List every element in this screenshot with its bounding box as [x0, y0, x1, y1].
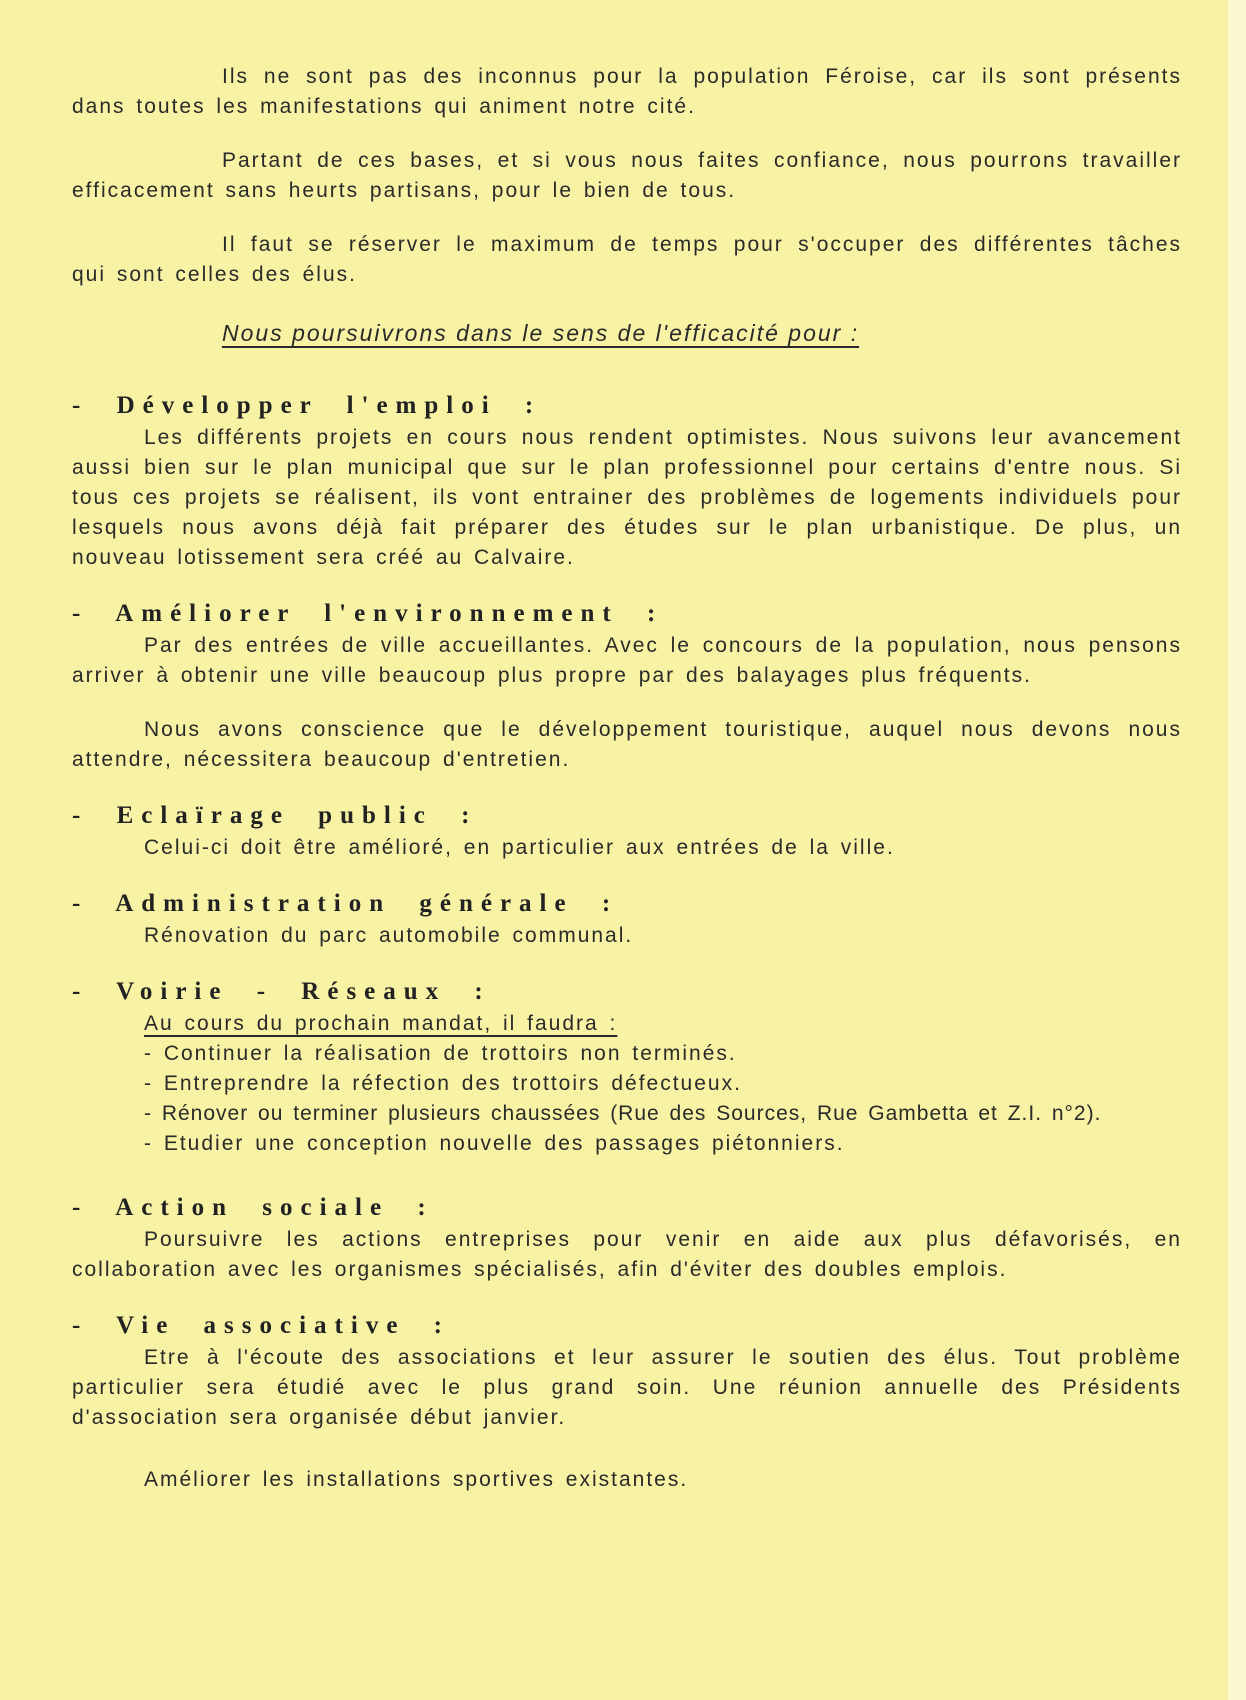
- section-body: Rénovation du parc automobile communal.: [144, 924, 634, 947]
- list-item: - Etudier une conception nouvelle des passages piétonniers.: [144, 1132, 845, 1155]
- section-title: - Développer l'emploi :: [72, 392, 542, 419]
- main-heading: Nous poursuivrons dans le sens de l'efficacité pour :: [222, 320, 860, 346]
- section-body: Poursuivre les actions entreprises pour venir en aide aux plus défavorisés, en collaboration avec les organismes spécialisés, afin d'éviter des doubles emplois.: [72, 1228, 1182, 1281]
- section-body-2: Améliorer les installations sportives existantes.: [144, 1468, 689, 1491]
- intro-paragraph-1: Ils ne sont pas des inconnus pour la population Féroise, car ils sont présents dans toutes les manifestations qui animent notre cité.: [72, 65, 1182, 118]
- section-body: Etre à l'écoute des associations et leur assurer le soutien des élus. Tout problème particulier sera étudié avec le plus grand soin. Une réunion annuelle des Présidents d'association sera organisée début janvier.: [72, 1346, 1182, 1429]
- section-body: Les différents projets en cours nous rendent optimistes. Nous suivons leur avancement aussi bien sur le plan municipal que sur le plan professionnel pour certains d'entre nous. Si tous ces projets se réalisent, ils vont entrainer des problèmes de logements individuels pour lesquels nous avons déjà fait préparer des études sur le plan urbanistique. De plus, un nouveau lotissement sera créé au Calvaire.: [72, 426, 1182, 569]
- voirie-intro: Au cours du prochain mandat, il faudra :: [144, 1012, 618, 1035]
- section-body-2: Nous avons conscience que le développement touristique, auquel nous devons nous attendre, nécessitera beaucoup d'entretien.: [72, 718, 1182, 771]
- section-social: [72, 1191, 1182, 1285]
- section-body: Celui-ci doit être amélioré, en particulier aux entrées de la ville.: [144, 836, 895, 859]
- section-voirie: [72, 975, 1182, 1159]
- section-title: - Vie associative :: [72, 1312, 450, 1339]
- intro-paragraph-2: Partant de ces bases, et si vous nous faites confiance, nous pourrons travailler efficacement sans heurts partisans, pour le bien de tous.: [72, 149, 1182, 202]
- section-title: - Action sociale :: [72, 1194, 434, 1221]
- section-administration: [72, 887, 1182, 951]
- list-item: - Entreprendre la réfection des trottoirs défectueux.: [144, 1072, 742, 1095]
- section-title: - Améliorer l'environnement :: [72, 600, 664, 627]
- section-eclairage: [72, 799, 1182, 863]
- list-item: - Continuer la réalisation de trottoirs non terminés.: [144, 1042, 737, 1065]
- section-emploi: [72, 389, 1182, 573]
- page-edge: [1228, 0, 1246, 1700]
- section-title: - Administration générale :: [72, 890, 619, 917]
- document-page: [72, 62, 1182, 1495]
- section-body: Par des entrées de ville accueillantes. Avec le concours de la population, nous pensons arriver à obtenir une ville beaucoup plus propre par des balayages plus fréquents.: [72, 634, 1182, 687]
- section-title: - Voirie - Réseaux :: [72, 978, 491, 1005]
- section-associative: [72, 1309, 1182, 1495]
- list-item: - Rénover ou terminer plusieurs chaussées (Rue des Sources, Rue Gambetta et Z.I. n°2).: [144, 1102, 1102, 1125]
- section-environnement: [72, 597, 1182, 775]
- intro-paragraph-3: Il faut se réserver le maximum de temps pour s'occuper des différentes tâches qui sont celles des élus.: [72, 233, 1182, 286]
- section-title: - Eclaïrage public :: [72, 802, 478, 829]
